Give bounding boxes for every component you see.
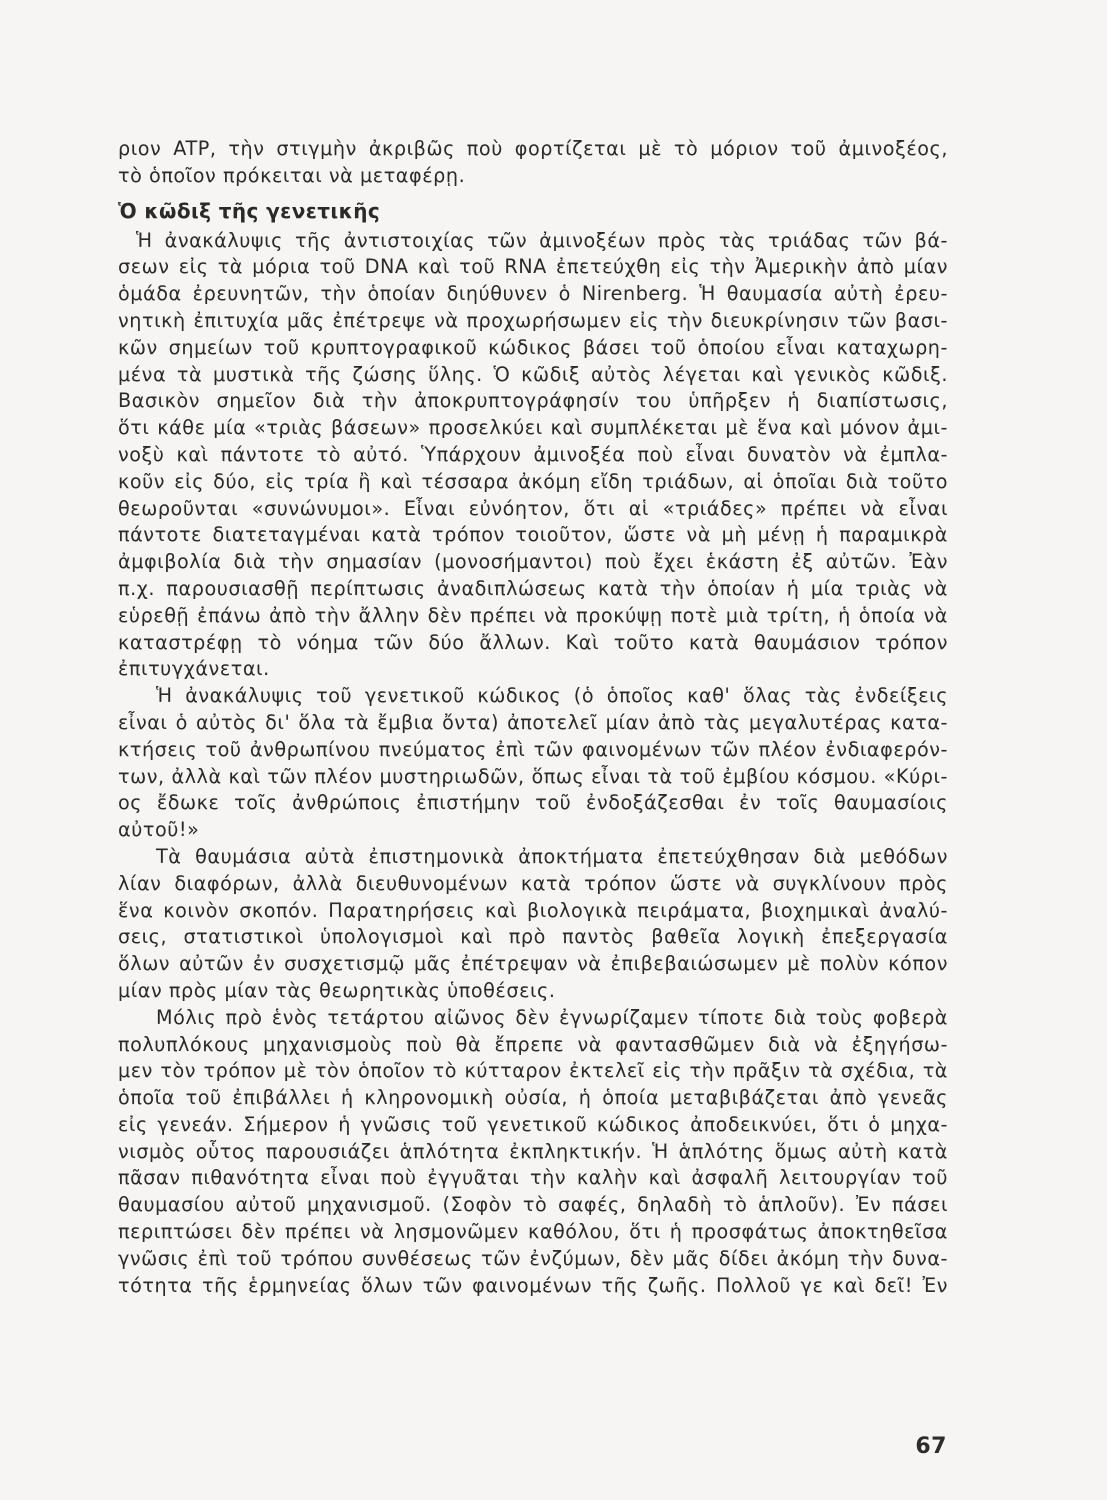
paragraph-line: ἐπιτυγχάνεται. (118, 657, 270, 681)
paragraph-line: εἰς γενεάν. Σήμερον ἡ γνῶσις τοῦ γενετικοῦ κώδικος ἀποδεικνύει, ὅτι ὁ μηχα- (118, 1112, 948, 1136)
paragraph-line: τότητα τῆς ἑρμηνείας ὅλων τῶν φαινομένων τῆς ζωῆς. Πολλοῦ γε καὶ δεῖ! Ἐν (118, 1273, 948, 1297)
paragraph-line: Βασικὸν σημεῖον διὰ τὴν ἀποκρυπτογράφησίν του ὑπῆρξεν ἡ διαπίστωσις, (118, 389, 948, 413)
paragraph-line: ἕνα κοινὸν σκοπόν. Παρατηρήσεις καὶ βιολογικὰ πειράματα, βιοχημικαὶ ἀναλύ- (118, 898, 948, 922)
paragraph-line: νοξὺ καὶ πάντοτε τὸ αὐτό. Ὑπάρχουν ἀμινοξέα ποὺ εἶναι δυνατὸν νὰ ἐμπλα- (118, 442, 948, 466)
paragraph-line: μίαν πρὸς μίαν τὰς θεωρητικὰς ὑποθέσεις. (118, 978, 556, 1002)
section-heading: Ὁ κῶδιξ τῆς γενετικῆς (118, 198, 381, 223)
paragraph-3 (118, 844, 948, 1005)
paragraph-line: θαυμασίου αὐτοῦ μηχανισμοῦ. (Σοφὸν τὸ σαφές, δηλαδὴ τὸ ἁπλοῦν). Ἐν πάσει (118, 1193, 948, 1217)
paragraph-line: θεωροῦνται «συνώνυμοι». Εἶναι εὐνόητον, ὅτι αἱ «τριάδες» πρέπει νὰ εἶναι (118, 496, 948, 520)
paragraph-line: περιπτώσει δὲν πρέπει νὰ λησμονῶμεν καθόλου, ὅτι ἡ προσφάτως ἀποκτηθεῖσα (118, 1220, 948, 1244)
paragraph-line: ὁποῖα τοῦ ἐπιβάλλει ἡ κληρονομικὴ οὐσία, ἡ ὁποία μεταβιβάζεται ἀπὸ γενεᾶς (118, 1086, 948, 1110)
paragraph-line: καταστρέφῃ τὸ νόημα τῶν δύο ἄλλων. Καὶ τοῦτο κατὰ θαυμάσιον τρόπον (118, 630, 948, 654)
paragraph-line: σεων εἰς τὰ μόρια τοῦ DNA καὶ τοῦ RNA ἐπετεύχθη εἰς τὴν Ἀμερικὴν ἀπὸ μίαν (118, 255, 948, 279)
body-text (118, 136, 948, 1299)
paragraph-line: ἀμφιβολία διὰ τὴν σημασίαν (μονοσήμαντοι) ποὺ ἔχει ἑκάστη ἐξ αὐτῶν. Ἐὰν (118, 550, 948, 574)
paragraph-4 (118, 1005, 948, 1300)
paragraph-line: κοῦν εἰς δύο, εἰς τρία ἢ καὶ τέσσαρα ἀκόμη εἴδη τριάδων, αἱ ὁποῖαι διὰ τοῦτο (118, 469, 948, 493)
paragraph-line: πολυπλόκους μηχανισμοὺς ποὺ θὰ ἔπρεπε νὰ φαντασθῶμεν διὰ νὰ ἐξηγήσω- (118, 1032, 948, 1056)
paragraph-line: νητικὴ ἐπιτυχία μᾶς ἐπέτρεψε νὰ προχωρήσωμεν εἰς τὴν διευκρίνησιν τῶν βασι- (118, 308, 948, 332)
paragraph-line: ὅλων αὐτῶν ἐν συσχετισμῷ μᾶς ἐπέτρεψαν νὰ ἐπιβεβαιώσωμεν μὲ πολὺν κόπον (118, 952, 948, 976)
paragraph-line: ος ἔδωκε τοῖς ἀνθρώποις ἐπιστήμην τοῦ ἐνδοξάζεσθαι ἐν τοῖς θαυμασίοις (118, 791, 948, 815)
continuation-line-2: τὸ ὁποῖον πρόκειται νὰ μεταφέρῃ. (118, 163, 466, 187)
paragraph-line: μένα τὰ μυστικὰ τῆς ζώσης ὕλης. Ὁ κῶδιξ αὐτὸς λέγεται καὶ γενικὸς κῶδιξ. (118, 362, 948, 386)
paragraph-line: σεις, στατιστικοὶ ὑπολογισμοὶ καὶ πρὸ παντὸς βαθεῖα λογικὴ ἐπεξεργασία (118, 925, 948, 949)
paragraph-1 (118, 228, 948, 684)
paragraph-line: πᾶσαν πιθανότητα εἶναι ποὺ ἐγγυᾶται τὴν καλὴν καὶ ἀσφαλῆ λειτουργίαν τοῦ (118, 1166, 948, 1190)
paragraph-line: εὑρεθῇ ἐπάνω ἀπὸ τὴν ἄλλην δὲν πρέπει νὰ προκύψῃ ποτὲ μιὰ τρίτη, ἡ ὁποία νὰ (118, 603, 948, 627)
paragraph-line: των, ἀλλὰ καὶ τῶν πλέον μυστηριωδῶν, ὅπως εἶναι τὰ τοῦ ἐμβίου κόσμου. «Κύρι- (118, 764, 948, 788)
paragraph-line: π.χ. παρουσιασθῇ περίπτωσις ἀναδιπλώσεως κατὰ τὴν ὁποίαν ἡ μία τριὰς νὰ (118, 576, 948, 600)
paragraph-line: Ἡ ἀνακάλυψις τοῦ γενετικοῦ κώδικος (ὁ ὁποῖος καθ' ὅλας τὰς ἐνδείξεις (156, 684, 948, 708)
paragraph-line: μεν τὸν τρόπον μὲ τὸν ὁποῖον τὸ κύτταρον ἐκτελεῖ εἰς τὴν πρᾶξιν τὰ σχέδια, τὰ (118, 1059, 948, 1083)
paragraph-line: κτήσεις τοῦ ἀνθρωπίνου πνεύματος ἐπὶ τῶν φαινομένων τῶν πλέον ἐνδιαφερόν- (118, 737, 948, 761)
paragraph-line: Μόλις πρὸ ἑνὸς τετάρτου αἰῶνος δὲν ἐγνωρίζαμεν τίποτε διὰ τοὺς φοβερὰ (156, 1005, 948, 1029)
paragraph-line: Τὰ θαυμάσια αὐτὰ ἐπιστημονικὰ ἀποκτήματα ἐπετεύχθησαν διὰ μεθόδων (156, 844, 948, 868)
paragraph-line: Ἡ ἀνακάλυψις τῆς ἀντιστοιχίας τῶν ἀμινοξέων πρὸς τὰς τριάδας τῶν βά- (136, 228, 948, 252)
page-number: 67 (915, 1434, 947, 1459)
paragraph-line: λίαν διαφόρων, ἀλλὰ διευθυνομένων κατὰ τρόπον ὥστε νὰ συγκλίνουν πρὸς (118, 871, 948, 895)
paragraph-line: πάντοτε διατεταγμέναι κατὰ τρόπον τοιοῦτον, ὥστε νὰ μὴ μένῃ ἡ παραμικρὰ (118, 523, 948, 547)
paragraph-line: αὐτοῦ!» (118, 818, 200, 842)
paragraph-line: εἶναι ὁ αὐτὸς δι' ὅλα τὰ ἔμβια ὄντα) ἀποτελεῖ μίαν ἀπὸ τὰς μεγαλυτέρας κατα- (118, 710, 948, 734)
paragraph-line: ὁμάδα ἐρευνητῶν, τὴν ὁποίαν διηύθυνεν ὁ Nirenberg. Ἡ θαυμασία αὐτὴ ἐρευ- (118, 282, 948, 306)
paragraph-line: γνῶσις ἐπὶ τοῦ τρόπου συνθέσεως τῶν ἐνζύμων, δὲν μᾶς δίδει ἀκόμη τὴν δυνα- (118, 1246, 948, 1270)
paragraph-line: ὅτι κάθε μία «τριὰς βάσεων» προσελκύει καὶ συμπλέκεται μὲ ἕνα καὶ μόνον ἀμι- (118, 416, 948, 440)
paragraph-2 (118, 683, 948, 844)
continuation-line-1: ριον ATP, τὴν στιγμὴν ἀκριβῶς ποὺ φορτίζεται μὲ τὸ μόριον τοῦ ἀμινοξέος, (118, 137, 948, 160)
paragraph-line: κῶν σημείων τοῦ κρυπτογραφικοῦ κώδικος βάσει τοῦ ὁποίου εἶναι καταχωρη- (118, 335, 948, 359)
paragraph-line: νισμὸς οὗτος παρουσιάζει ἁπλότητα ἐκπληκτικήν. Ἡ ἁπλότης ὅμως αὐτὴ κατὰ (118, 1139, 948, 1163)
